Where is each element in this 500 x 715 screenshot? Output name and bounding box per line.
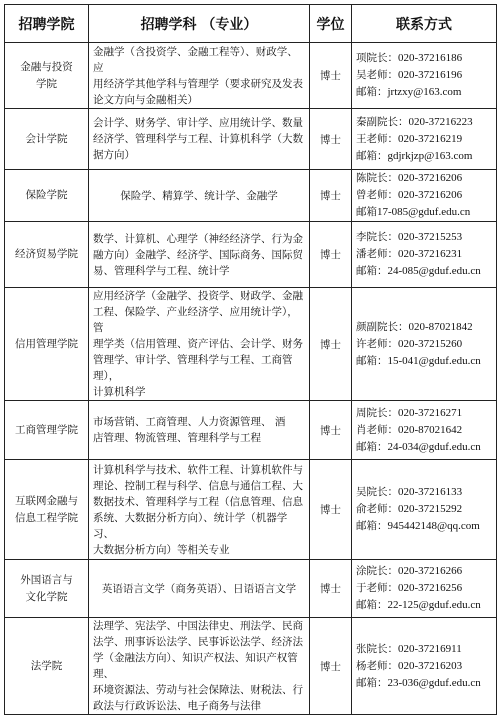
college-name-line: 工商管理学院 bbox=[15, 423, 78, 436]
contact-label: 邮箱： bbox=[356, 265, 388, 277]
table-header-row bbox=[5, 5, 497, 43]
majors-line: 数学、计算机、心理学（神经经济学、行为金 bbox=[93, 232, 303, 245]
contact-label: 涂院长： bbox=[356, 565, 398, 577]
contact-phone-line bbox=[356, 658, 492, 675]
contact-email-line bbox=[356, 597, 492, 614]
degree-cell: 博士 bbox=[310, 109, 352, 170]
college-name-line: 学院 bbox=[36, 77, 57, 90]
college-name-line: 经济贸易学院 bbox=[15, 248, 78, 260]
contact-email-line bbox=[356, 353, 492, 370]
contact-phone-line bbox=[356, 187, 492, 204]
majors-line: 系统、大数据分析方向）、统计学（机器学习、 bbox=[93, 511, 288, 540]
college-name-cell bbox=[5, 460, 89, 560]
table-body bbox=[5, 43, 497, 715]
majors-cell bbox=[89, 43, 310, 109]
degree-cell: 博士 bbox=[310, 460, 352, 560]
contact-email-line bbox=[356, 204, 492, 221]
majors-line: 金融学（含投资学、金融工程等）、财政学、应 bbox=[93, 45, 298, 74]
majors-cell bbox=[89, 460, 310, 560]
contact-phone-line bbox=[356, 170, 492, 187]
contact-label: 颜副院长： bbox=[356, 320, 409, 333]
majors-cell bbox=[89, 401, 310, 460]
contact-phone-line bbox=[356, 114, 492, 131]
college-name-line: 法学院 bbox=[30, 659, 63, 672]
contact-phone-line bbox=[356, 229, 492, 246]
table-row bbox=[5, 618, 497, 715]
contact-email[interactable]: gdjrkjzp@163.com bbox=[387, 149, 473, 162]
contact-cell bbox=[352, 170, 497, 222]
contact-phone: 020-37216206 bbox=[398, 172, 463, 184]
table-row bbox=[5, 170, 497, 222]
recruitment-table-container bbox=[4, 4, 496, 715]
contact-label: 邮箱： bbox=[356, 520, 388, 532]
contact-label: 邮箱： bbox=[356, 86, 388, 98]
majors-cell bbox=[89, 560, 310, 618]
contact-label: 李院长： bbox=[356, 231, 398, 243]
majors-cell bbox=[89, 109, 310, 170]
contact-label: 邮箱： bbox=[356, 599, 388, 611]
contact-label: 项院长： bbox=[356, 52, 398, 64]
majors-line: 理学类（信用管理、资产评估、会计学、财务 bbox=[93, 338, 303, 350]
contact-label: 吴院长： bbox=[356, 486, 398, 498]
contact-phone-line bbox=[356, 580, 492, 597]
contact-email-line bbox=[356, 84, 492, 101]
contact-phone-line bbox=[356, 501, 492, 518]
majors-line: 工程、保险学、产业经济学、应用统计学），管 bbox=[93, 306, 298, 334]
contact-label: 王老师： bbox=[356, 132, 398, 145]
contact-email[interactable]: jrtzxy@163.com bbox=[387, 86, 462, 98]
contact-phone: 020-87021642 bbox=[398, 423, 463, 436]
college-name-cell bbox=[5, 222, 89, 288]
majors-line: 保险学、精算学、统计学、金融学 bbox=[120, 189, 278, 202]
contact-label: 张院长： bbox=[356, 642, 398, 655]
majors-line: 管理学、审计学、管理科学与工程、工商管理）， bbox=[93, 354, 293, 382]
college-name-cell bbox=[5, 401, 89, 460]
contact-email-line bbox=[356, 263, 492, 280]
contact-phone: 020-37216133 bbox=[398, 486, 463, 498]
degree-cell: 博士 bbox=[310, 288, 352, 401]
majors-line: 法理学、宪法学、中国法律史、刑法学、民商 bbox=[93, 620, 303, 632]
contact-email[interactable]: 22-125@gduf.edu.cn bbox=[387, 599, 481, 611]
contact-phone-line bbox=[356, 336, 492, 353]
contact-cell bbox=[352, 109, 497, 170]
header-contact: 联系方式 bbox=[352, 5, 497, 43]
college-name-cell bbox=[5, 560, 89, 618]
majors-line: 学（金融法方向）、知识产权法、知识产权管理、 bbox=[93, 652, 298, 680]
majors-line: 理论、控制工程与科学、信息与通信工程、大 bbox=[93, 479, 303, 492]
table-row bbox=[5, 109, 497, 170]
majors-line: 用经济学其他学科与管理学（要求研究及发表 bbox=[93, 77, 303, 90]
contact-email[interactable]: 17-085@gduf.edu.cn bbox=[377, 206, 471, 218]
contact-email[interactable]: 23-036@gduf.edu.cn bbox=[387, 676, 481, 689]
header-degree: 学位 bbox=[310, 5, 352, 43]
majors-line: 应用经济学（金融学、投资学、财政学、金融 bbox=[93, 290, 303, 302]
table-row bbox=[5, 560, 497, 618]
contact-phone-line bbox=[356, 405, 492, 422]
contact-email-line bbox=[356, 148, 492, 165]
majors-line: 大数据分析方向）等相关专业 bbox=[93, 543, 230, 556]
contact-phone-line bbox=[356, 641, 492, 658]
contact-phone: 020-87021842 bbox=[408, 320, 473, 333]
contact-phone-line bbox=[356, 319, 492, 336]
contact-label: 潘老师： bbox=[356, 248, 398, 260]
contact-email-line bbox=[356, 675, 492, 692]
contact-label: 杨老师： bbox=[356, 659, 398, 672]
majors-line: 市场营销、工商管理、人力资源管理、 酒 bbox=[93, 416, 286, 428]
college-name-line: 信用管理学院 bbox=[15, 337, 78, 350]
contact-email-line bbox=[356, 518, 492, 535]
contact-cell bbox=[352, 460, 497, 560]
contact-phone: 020-37216266 bbox=[398, 565, 463, 577]
college-name-line: 互联网金融与 bbox=[15, 494, 78, 507]
majors-line: 店管理、物流管理、管理科学与工程 bbox=[93, 432, 261, 444]
degree-cell: 博士 bbox=[310, 170, 352, 222]
table-row bbox=[5, 401, 497, 460]
majors-line: 融方向）金融学、经济学、国际商务、国际贸 bbox=[93, 248, 303, 261]
contact-phone: 020-37216223 bbox=[408, 115, 473, 128]
contact-label: 秦副院长： bbox=[356, 115, 409, 128]
majors-cell bbox=[89, 618, 310, 715]
contact-phone: 020-37215253 bbox=[398, 231, 463, 243]
contact-label: 肖老师： bbox=[356, 423, 398, 436]
table-row bbox=[5, 288, 497, 401]
contact-phone: 020-37216256 bbox=[398, 582, 463, 594]
contact-label: 周院长： bbox=[356, 406, 398, 419]
contact-phone: 020-37216231 bbox=[398, 248, 463, 260]
contact-cell bbox=[352, 618, 497, 715]
contact-label: 邮箱： bbox=[356, 354, 388, 367]
college-name-line: 金融与投资 bbox=[20, 60, 73, 73]
contact-phone: 020-37216196 bbox=[398, 69, 463, 81]
contact-phone: 020-37216203 bbox=[398, 659, 463, 672]
contact-label: 曾老师： bbox=[356, 189, 398, 201]
contact-label: 吴老师： bbox=[356, 69, 398, 81]
majors-line: 数据技术、管理科学与工程（信息管理、信息 bbox=[93, 495, 303, 508]
majors-line: 政法与行政诉讼法、电子商务与法律 bbox=[93, 700, 261, 712]
contact-phone: 020-37216206 bbox=[398, 189, 463, 201]
table-row bbox=[5, 222, 497, 288]
contact-phone: 020-37216911 bbox=[398, 642, 462, 655]
degree-cell: 博士 bbox=[310, 43, 352, 109]
table-row bbox=[5, 460, 497, 560]
header-college: 招聘学院 bbox=[5, 5, 89, 43]
college-name-cell bbox=[5, 288, 89, 401]
college-name-cell bbox=[5, 618, 89, 715]
contact-label: 邮箱： bbox=[356, 440, 388, 453]
college-name-line: 文化学院 bbox=[25, 590, 68, 603]
contact-phone-line bbox=[356, 484, 492, 501]
majors-line: 论文方向与金融相关） bbox=[93, 93, 198, 106]
majors-line: 易、管理科学与工程、统计学 bbox=[93, 264, 230, 277]
college-name-line: 保险学院 bbox=[25, 189, 68, 201]
degree-cell: 博士 bbox=[310, 401, 352, 460]
recruitment-table bbox=[4, 4, 497, 715]
degree-cell: 博士 bbox=[310, 222, 352, 288]
college-name-line: 外国语言与 bbox=[20, 573, 73, 586]
header-majors: 招聘学科 （专业） bbox=[89, 5, 310, 43]
majors-cell bbox=[89, 288, 310, 401]
college-name-line: 信息工程学院 bbox=[15, 511, 78, 524]
contact-cell bbox=[352, 560, 497, 618]
majors-line: 会计学、财务学、审计学、应用统计学、数量 bbox=[93, 117, 303, 129]
contact-label: 邮箱： bbox=[356, 676, 388, 689]
contact-email[interactable]: 24-085@gduf.edu.cn bbox=[387, 265, 481, 277]
majors-line: 英语语言文学（商务英语）、日语语言文学 bbox=[101, 582, 297, 595]
contact-email[interactable]: 15-041@gduf.edu.cn bbox=[387, 354, 481, 367]
contact-phone-line bbox=[356, 246, 492, 263]
college-name-cell bbox=[5, 109, 89, 170]
majors-line: 据方向） bbox=[93, 149, 135, 161]
contact-email[interactable]: 945442148@qq.com bbox=[387, 520, 480, 532]
contact-phone: 020-37216186 bbox=[398, 52, 463, 64]
contact-phone: 020-37216219 bbox=[398, 132, 463, 145]
table-row bbox=[5, 43, 497, 109]
contact-phone: 020-37216271 bbox=[398, 406, 463, 419]
contact-cell bbox=[352, 288, 497, 401]
contact-label: 邮箱 bbox=[356, 206, 377, 218]
contact-phone-line bbox=[356, 422, 492, 439]
contact-phone-line bbox=[356, 131, 492, 148]
degree-cell: 博士 bbox=[310, 560, 352, 618]
college-name-cell bbox=[5, 43, 89, 109]
contact-cell bbox=[352, 43, 497, 109]
contact-phone: 020-37215292 bbox=[398, 503, 463, 515]
college-name-cell bbox=[5, 170, 89, 222]
majors-line: 环境资源法、劳动与社会保障法、财税法、行 bbox=[93, 684, 303, 696]
majors-line: 经济学、管理科学与工程、计算机科学（大数 bbox=[93, 133, 303, 145]
contact-phone-line bbox=[356, 67, 492, 84]
majors-line: 计算机科学与技术、软件工程、计算机软件与 bbox=[93, 463, 303, 476]
majors-cell bbox=[89, 222, 310, 288]
contact-label: 陈院长： bbox=[356, 172, 398, 184]
contact-phone-line bbox=[356, 50, 492, 67]
contact-email[interactable]: 24-034@gduf.edu.cn bbox=[387, 440, 481, 453]
contact-cell bbox=[352, 401, 497, 460]
majors-cell bbox=[89, 170, 310, 222]
majors-line: 计算机科学 bbox=[93, 386, 146, 398]
contact-label: 俞老师： bbox=[356, 503, 398, 515]
college-name-line: 会计学院 bbox=[25, 132, 68, 145]
contact-email-line bbox=[356, 439, 492, 456]
contact-cell bbox=[352, 222, 497, 288]
degree-cell: 博士 bbox=[310, 618, 352, 715]
contact-phone: 020-37215260 bbox=[398, 337, 463, 350]
contact-label: 许老师： bbox=[356, 337, 398, 350]
majors-line: 法学、刑事诉讼法学、民事诉讼法学、经济法 bbox=[93, 636, 303, 648]
contact-label: 邮箱： bbox=[356, 149, 388, 162]
contact-label: 于老师： bbox=[356, 582, 398, 594]
contact-phone-line bbox=[356, 563, 492, 580]
